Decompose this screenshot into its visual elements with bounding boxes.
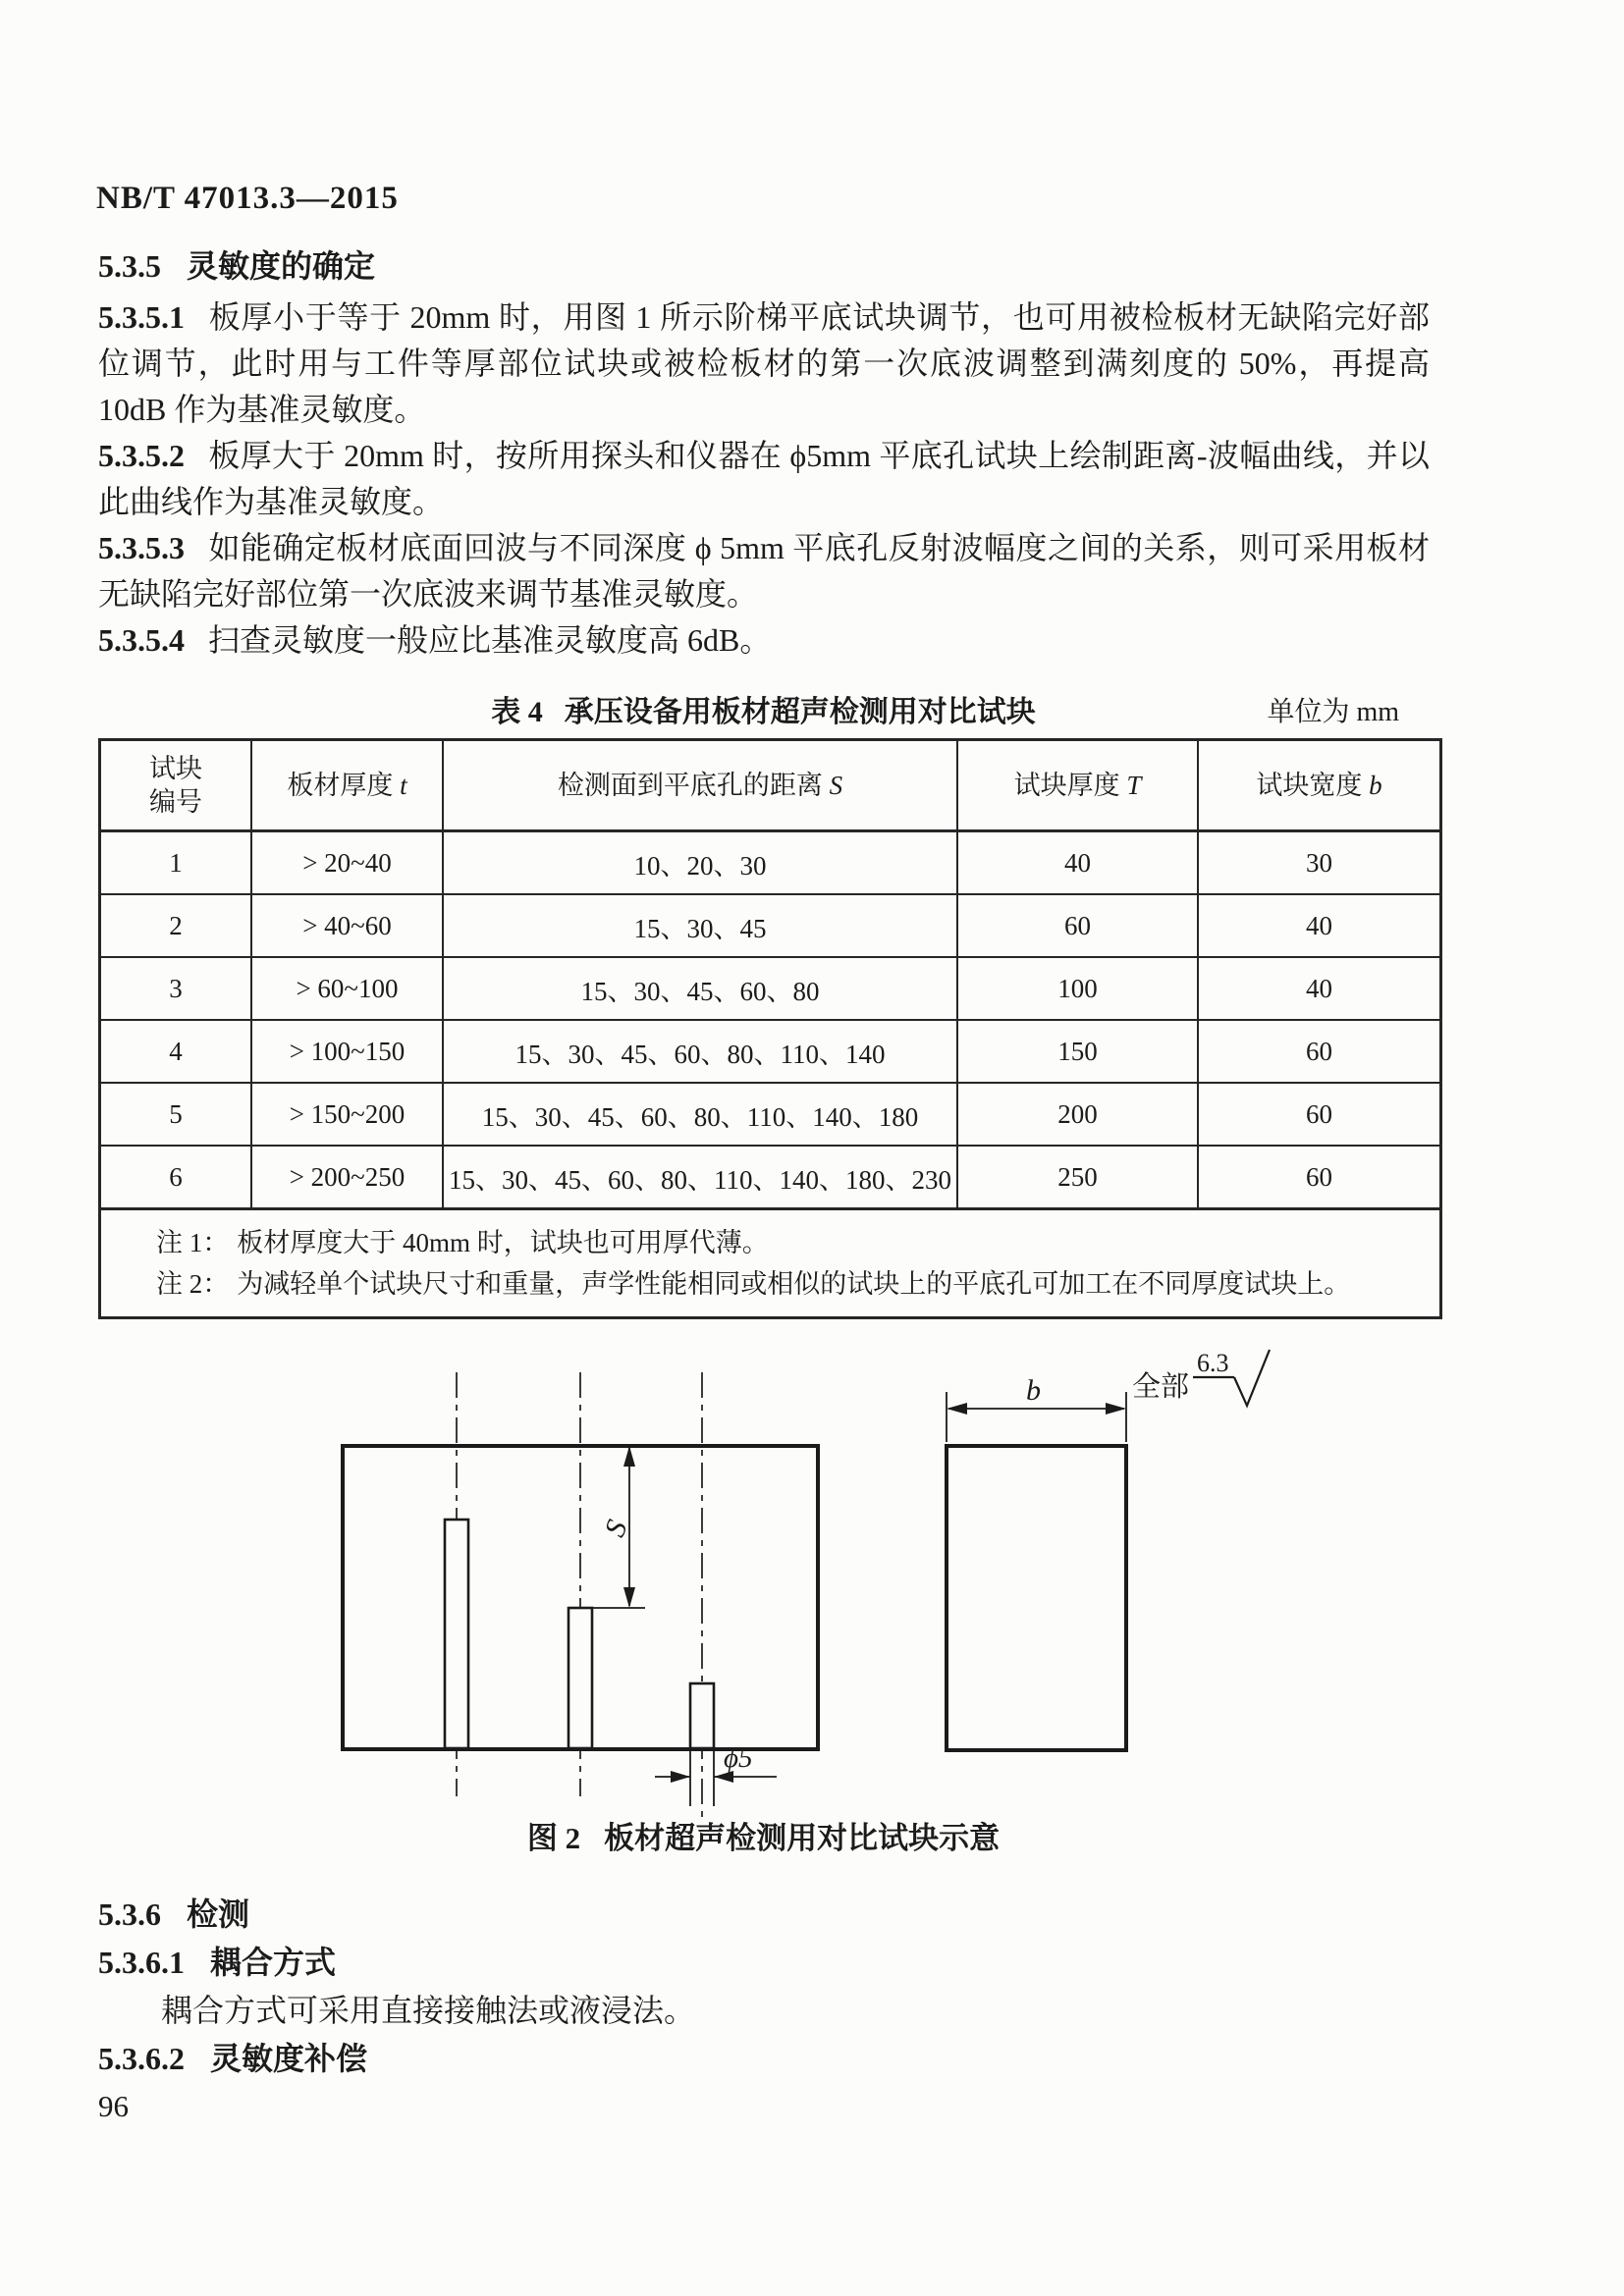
clause-5-3-6-heading: 5.3.6 检测 bbox=[98, 1896, 250, 1932]
clause-title: 灵敏度的确定 bbox=[187, 248, 376, 284]
clause-number: 5.3.5 bbox=[98, 248, 161, 284]
cell-thickness-range: > 20~40 bbox=[251, 831, 443, 895]
header-block-thickness: 试块厚度 T bbox=[957, 740, 1198, 831]
table-row bbox=[100, 1020, 1441, 1083]
arrowhead bbox=[623, 1587, 635, 1608]
cell-block-width: 40 bbox=[1198, 894, 1441, 957]
cell-no: 1 bbox=[100, 831, 252, 895]
cell-no: 2 bbox=[100, 894, 252, 957]
table-row bbox=[100, 1146, 1441, 1209]
cell-thickness-range: > 60~100 bbox=[251, 957, 443, 1020]
cell-block-thickness: 150 bbox=[957, 1020, 1198, 1083]
table-unit-note: 单位为 mm bbox=[1267, 697, 1399, 727]
table-caption bbox=[98, 687, 1429, 730]
table-caption-row bbox=[98, 687, 1429, 734]
table-row bbox=[100, 957, 1441, 1020]
cell-distances: 15、30、45、60、80 bbox=[443, 957, 957, 1020]
cell-distances: 15、30、45、60、80、110、140 bbox=[443, 1020, 957, 1083]
table-row bbox=[100, 831, 1441, 895]
cell-distances: 10、20、30 bbox=[443, 831, 957, 895]
table-row bbox=[100, 1083, 1441, 1146]
cell-block-width: 60 bbox=[1198, 1083, 1441, 1146]
paragraph-5-3-5-3 bbox=[98, 525, 1430, 617]
cell-no: 5 bbox=[100, 1083, 252, 1146]
cell-block-thickness: 250 bbox=[957, 1146, 1198, 1209]
paragraph-5-3-5-4 bbox=[98, 617, 1430, 664]
cell-thickness-range: > 100~150 bbox=[251, 1020, 443, 1083]
clause-5-3-6-1-heading: 5.3.6.1 耦合方式 bbox=[98, 1945, 337, 1980]
cell-block-thickness: 100 bbox=[957, 957, 1198, 1020]
cell-no: 3 bbox=[100, 957, 252, 1020]
paragraph-text: 板厚小于等于 20mm 时，用图 1 所示阶梯平底试块调节，也可用被检板材无缺陷完好部位调节，此时用与工件等厚部位试块或被检板材的第一次底波调整到满刻度的 50%，再提高 10dB 作为基准灵敏度。 bbox=[98, 299, 1430, 427]
table-note-2: 注 2： 为减轻单个试块尺寸和重量，声学性能相同或相似的试块上的平底孔可加工在不同厚度试块上。 bbox=[156, 1269, 1351, 1299]
hole-centerlines bbox=[457, 1372, 702, 1822]
paragraph-number: 5.3.5.1 bbox=[98, 299, 185, 335]
figure-test-block-drawing bbox=[221, 1347, 1301, 1828]
cell-thickness-range: > 200~250 bbox=[251, 1146, 443, 1209]
flat-bottom-hole-1 bbox=[445, 1520, 468, 1748]
cell-distances: 15、30、45 bbox=[443, 894, 957, 957]
paragraph-text: 扫查灵敏度一般应比基准灵敏度高 6dB。 bbox=[208, 622, 772, 658]
cell-block-width: 40 bbox=[1198, 957, 1441, 1020]
table-notes-cell bbox=[100, 1209, 1441, 1318]
cell-block-width: 60 bbox=[1198, 1020, 1441, 1083]
flat-bottom-hole-2 bbox=[568, 1608, 592, 1748]
paragraph-number: 5.3.5.3 bbox=[98, 530, 185, 565]
paragraph-5-3-6-1: 耦合方式可采用直接接触法或液浸法。 bbox=[161, 1993, 696, 2028]
table-note-1: 注 1： 板材厚度大于 40mm 时，试块也可用厚代薄。 bbox=[156, 1228, 769, 1257]
cell-block-width: 60 bbox=[1198, 1146, 1441, 1209]
label-surface-value: 6.3 bbox=[1197, 1349, 1229, 1377]
clause-5-3-6-2-heading: 5.3.6.2 灵敏度补偿 bbox=[98, 2041, 368, 2076]
label-surface-all: 全部 bbox=[1132, 1371, 1190, 1403]
table-notes-row bbox=[100, 1209, 1441, 1318]
figure-title: 板材超声检测用对比试块示意 bbox=[604, 1821, 1001, 1855]
page-number: 96 bbox=[98, 2089, 129, 2123]
paragraph-text: 如能确定板材底面回波与不同深度 ϕ 5mm 平底孔反射波幅度之间的关系，则可采用板材无缺陷完好部位第一次底波来调节基准灵敏度。 bbox=[98, 530, 1430, 612]
label-phi5: ϕ5 bbox=[724, 1742, 753, 1774]
arrowhead bbox=[671, 1771, 690, 1783]
paragraph-5-3-5-1 bbox=[98, 294, 1430, 433]
paragraph-number: 5.3.5.2 bbox=[98, 438, 185, 473]
clause-5-3-5-heading bbox=[98, 241, 375, 287]
header-plate-thickness: 板材厚度 t bbox=[251, 740, 443, 831]
cell-thickness-range: > 150~200 bbox=[251, 1083, 443, 1146]
table-header-row bbox=[100, 740, 1441, 831]
standard-code: NB/T 47013.3—2015 bbox=[96, 181, 399, 216]
arrowhead bbox=[623, 1446, 635, 1467]
cell-block-thickness: 40 bbox=[957, 831, 1198, 895]
header-block-no: 试块 编号 bbox=[100, 740, 252, 831]
figure-label: 图 2 bbox=[526, 1821, 581, 1855]
flat-bottom-hole-3 bbox=[690, 1683, 714, 1748]
paragraph-text: 板厚大于 20mm 时，按所用探头和仪器在 ϕ5mm 平底孔试块上绘制距离-波幅曲线，并以此曲线作为基准灵敏度。 bbox=[98, 438, 1430, 519]
cell-block-thickness: 200 bbox=[957, 1083, 1198, 1146]
table-title: 承压设备用板材超声检测用对比试块 bbox=[564, 696, 1036, 728]
clause-5-3-6-block bbox=[98, 1891, 1430, 2083]
cell-block-width: 30 bbox=[1198, 831, 1441, 895]
cell-no: 4 bbox=[100, 1020, 252, 1083]
cell-distances: 15、30、45、60、80、110、140、180 bbox=[443, 1083, 957, 1146]
figure-caption bbox=[98, 1813, 1429, 1857]
table-label: 表 4 bbox=[491, 696, 543, 728]
cell-thickness-range: > 40~60 bbox=[251, 894, 443, 957]
paragraph-number: 5.3.5.4 bbox=[98, 622, 185, 658]
cell-no: 6 bbox=[100, 1146, 252, 1209]
arrowhead bbox=[1106, 1403, 1126, 1415]
paragraph-5-3-5-2 bbox=[98, 433, 1430, 525]
header-distance-s: 检测面到平底孔的距离 S bbox=[443, 740, 957, 831]
clause-5-3-5-paragraphs bbox=[98, 294, 1430, 664]
header-block-width: 试块宽度 b bbox=[1198, 740, 1441, 831]
cell-distances: 15、30、45、60、80、110、140、180、230 bbox=[443, 1146, 957, 1209]
label-s: S bbox=[598, 1515, 634, 1542]
cell-block-thickness: 60 bbox=[957, 894, 1198, 957]
specimen-side-view bbox=[947, 1446, 1126, 1750]
comparison-test-block-table bbox=[98, 738, 1442, 1319]
arrowhead bbox=[947, 1403, 967, 1415]
label-b: b bbox=[1026, 1374, 1041, 1407]
table-row bbox=[100, 894, 1441, 957]
